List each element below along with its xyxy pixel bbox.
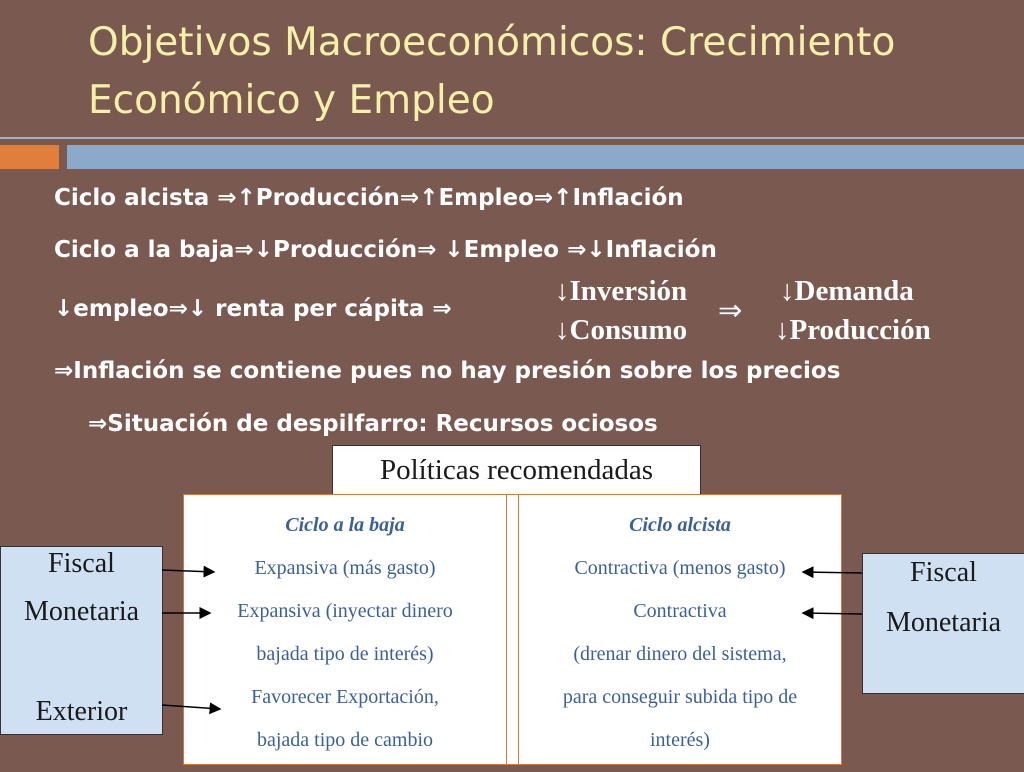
arrow-exterior-left [162,705,220,709]
text-empleo-renta: ↓empleo⇒↓ renta per cápita ⇒ [54,296,452,322]
arrow-fiscal-right [803,572,862,573]
arrow-monetaria-right [803,613,862,614]
column-head-baja: Ciclo a la baja [285,514,405,536]
text-ciclo-alcista: Ciclo alcista ⇒↑Producción⇒↑Empleo⇒↑Inflación [54,185,684,211]
cell-baja-fiscal: Expansiva (más gasto) [254,557,436,579]
policies-header: Políticas recomendadas [332,445,701,496]
right-monetaria-label: Monetaria [885,607,1002,638]
cell-alcista-monetaria: Contractiva [633,600,727,622]
text-inflacion-contiene: ⇒Inflación se contiene pues no hay presión sobre los precios [54,358,841,384]
text-despilfarro: ⇒Situación de despilfarro: Recursos ociosos [88,411,658,437]
left-fiscal-label: Fiscal [48,548,115,579]
right-fiscal-label: Fiscal [910,557,977,588]
text-demanda: ↓Demanda [780,275,914,307]
cell-alcista-monetaria-4: interés) [650,729,710,751]
text-consumo: ↓Consumo [555,314,688,346]
text-ciclo-baja: Ciclo a la baja⇒↓Producción⇒ ↓Empleo ⇒↓Inflación [54,237,717,263]
cell-baja-exterior: Favorecer Exportación, [251,686,439,708]
left-monetaria-label: Monetaria [23,596,140,627]
column-head-alcista: Ciclo alcista [629,514,731,536]
cell-alcista-monetaria-2: (drenar dinero del sistema, [573,643,787,665]
cell-alcista-fiscal: Contractiva (menos gasto) [574,557,786,579]
left-exterior-label: Exterior [35,696,128,727]
title-line-1: Objetivos Macroeconómicos: Crecimiento [88,20,896,65]
cell-alcista-monetaria-3: para conseguir subida tipo de [562,686,798,708]
text-inversion: ↓Inversión [555,275,688,307]
arrow-fiscal-left [162,570,214,572]
text-produccion: ↓Producción [775,314,931,346]
cell-baja-exterior-2: bajada tipo de cambio [256,729,434,751]
cell-baja-monetaria: Expansiva (inyectar dinero [237,600,453,622]
implies-arrow: ⇒ [718,295,743,327]
cell-baja-monetaria-2: bajada tipo de interés) [256,643,434,665]
title-line-2: Económico y Empleo [88,78,495,123]
